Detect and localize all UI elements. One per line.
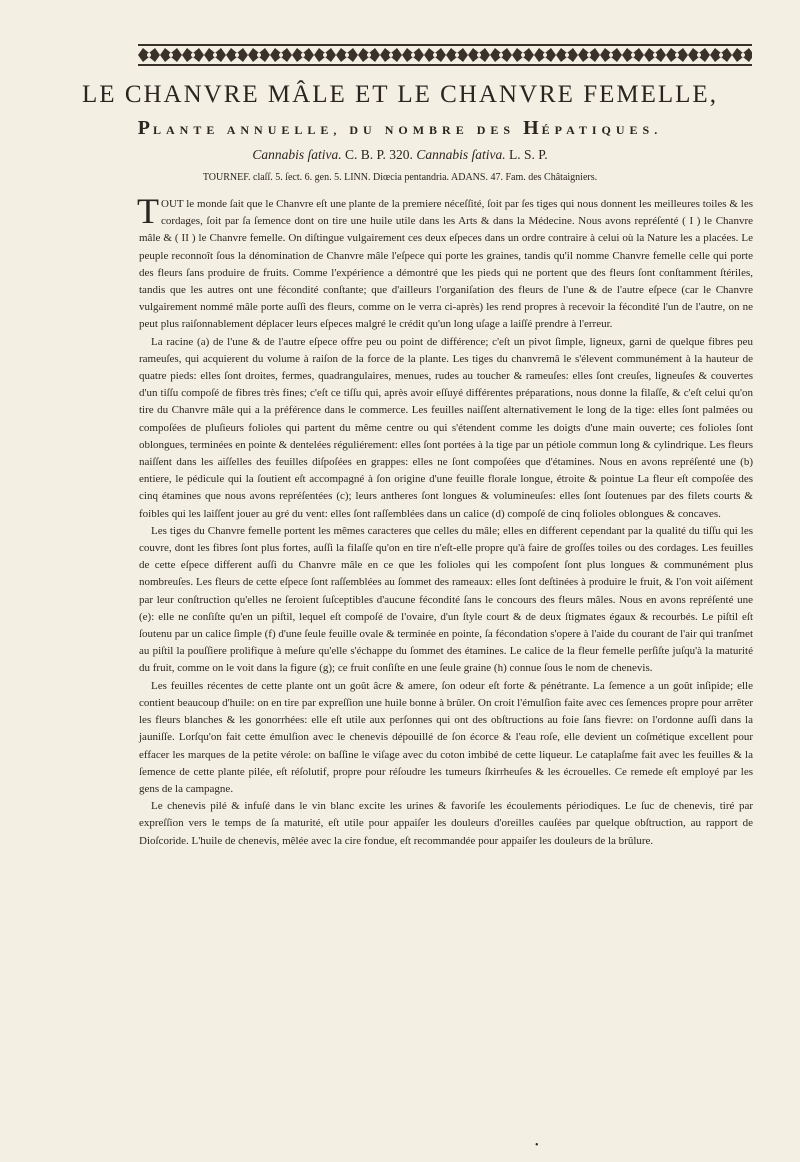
synonym-linnaeus: Cannabis ſativa.: [416, 147, 506, 162]
synonym-ref: C. B. P. 320.: [341, 147, 417, 162]
paragraph-3: Les tiges du Chanvre femelle portent les mêmes caracteres que celles du mâle; elles en different cependant par la qualité du tiſſu qui les couvre, dont les fibres ſont plus fortes, auſſi la filaſſe qu'on en tire n'eſt-elle propre qu'à faire de groſſes toiles ou des cordages. Les feuilles de cette eſpece different auſſi du Chanvre mâle en ce que les folioles qui les compoſent ſont plus longues & communément plus nombreuſes. Les fleurs de cette eſpece ſont raſſemblées au ſommet des rameaux: elles ſont deſtinées à produire le fruit, & l'on voit aiſément par leur conſtruction qu'elles ne ſeroient ſuſceptibles d'aucune fécondité ſans le concours des fleurs mâles. Nous en avons repréſenté une (e): elle ne conſiſte qu'en un piſtil, lequel eſt compoſé de l'ovaire, d'un ſtyle court & de deux ſtigmates égaux & recourbés. Le piſtil eſt ſoutenu par un calice ſimple (f) d'une ſeule feuille ovale & terminée en pointe, ſa fécondation s'opere à l'aide du courant de l'air qui tranſmet au piſtil la pouſſiere prolifique à meſure qu'elle s'échappe du ſommet des étamines. Le calice de la fleur femelle perſiſte juſqu'à la maturité du fruit, comme on le voit dans la figure (g); ce fruit conſiſte en une ſeule graine (h) connue ſous le nom de chenevis.: [139, 524, 753, 675]
paragraph-5: Le chenevis pilé & infuſé dans le vin blanc excite les urines & favoriſe les écoulements périodiques. Le ſuc de chenevis, tiré par expreſſion vers le temps de ſa maturité, eſt utile pour appaiſer les douleurs d'oreilles cauſées par quelque obſtruction, au rapport de Dioſcoride. L'huile de chenevis, mêlée avec la cire fondue, eſt recommandée pour appaiſer les douleurs de la brûlure.: [139, 800, 753, 847]
footer-mark: •: [535, 1140, 539, 1151]
decorative-border-ornament: [138, 44, 752, 66]
paragraph-1: [137, 191, 753, 334]
first-word: OUT: [161, 198, 184, 210]
subtitle: [0, 118, 800, 140]
paragraph-1-text: le monde ſait que le Chanvre eſt une plante de la premiere néceſſité, ſoit par ſes tiges qui nous donnent les meilleures toiles & les cordages, ſoit par ſa ſemence dont on tire une huile utile dans les Arts & dans la Médecine. Nous avons repréſenté ( I ) le Chanvre mâle & ( II ) le Chanvre femelle. On diſtingue vulgairement ces deux eſpeces dans un ordre contraire à celui où la Nature les a placées. Le peuple reconnoît ſous la dénomination de Chanvre mâle l'eſpece qui porte les graines, tandis qu'il nomme Chanvre femelle celle qui porte des fleurs ſans produire de fruits. Comme l'expérience a démontré que les pieds qui ne portent que des fleurs ſont conſtamment ſtériles, tandis que les autres ont une fécondité conſtante; que d'ailleurs l'organiſation des fleurs de l'une & de l'autre eſpece (car le Chanvre vulgairement nommé mâle porte auſſi des fleurs, comme on le verra ci-après) les rend propres à recevoir la fécondité l'un de l'autre, on ne peut plus raiſonnablement déplacer leurs eſpeces malgré le crédit qu'un long uſage a laiſſé prendre à l'erreur.: [139, 198, 753, 331]
body-text: [137, 191, 753, 850]
synonyms: [0, 145, 800, 165]
classification-line: TOURNEF. claſſ. 5. ſect. 6. gen. 5. LINN. Diœcia pentandria. ADANS. 47. Fam. des Châtaigniers.: [202, 172, 598, 183]
subtitle-initial-h: H: [523, 117, 542, 139]
subtitle-initial-p: P: [137, 117, 154, 139]
synonym-ref: L. S. P.: [505, 147, 548, 162]
subtitle-part: ÉPATIQUES.: [541, 123, 663, 137]
subtitle-part: LANTE ANNUELLE, DU NOMBRE DES: [153, 123, 524, 137]
paragraph-2: La racine (a) de l'une & de l'autre eſpece offre peu ou point de différence; c'eſt un pivot ſimple, ligneux, garni de quelque fibres peu rameuſes, qui acquierent du volume à raiſon de la force de la plante. Les tiges du chanvremâ le s'élevent communément à la hauteur de quatre pieds: elles ſont droites, fermes, quadrangulaires, menues, rudes au toucher & rameuſes: elles ſont creuſes, ligneuſes & couvertes d'un tiſſu compoſé de fibres très fines; c'eſt ce tiſſu qui, après avoir eſſuyé différentes préparations, nous donne la filaſſe, & c'eſt celui qu'on tire du Chanvre mâle qui a la préférence dans le commerce. Les feuilles naiſſent alternativement le long de la tige: elles ſont palmées ou compoſées de pluſieurs folioles qui partent du même centre ou qui s'étendent comme les doigts d'une main ouverte; ces folioles ſont oblongues, terminées en pointe & dentelées réguliérement: elles ſont portées à la tige par un pétiole commun long & cylindrique. Les fleurs naiſſent dans les aiſſelles des feuilles diſpoſées en grappes: elles ne ſont compoſées que d'étamines. Nous en avons repréſenté une (b) entiere, le pédicule qui la ſoutient eſt accompagné à ſon origine d'une feuille florale longue, étroite & pointue La fleur eſt compoſée des cinq étamines que nous avons repréſentées (c); leurs antheres ſont longues & volumineuſes: elles ſont ſoutenues par des filets courts & foibles qui les laiſſent jouer au gré du vent: elles ſont raſſemblées dans un calice (d) compoſé de cinq folioles oblongues & concaves.: [139, 335, 753, 520]
page-title: LE CHANVRE MÂLE ET LE CHANVRE FEMELLE,: [82, 81, 718, 108]
drop-cap: T: [137, 191, 159, 231]
synonym-bauhin: Cannabis ſativa.: [252, 147, 342, 162]
paragraph-4: Les feuilles récentes de cette plante ont un goût âcre & amere, ſon odeur eſt forte & pénétrante. La ſemence a un goût inſipide; elle contient beaucoup d'huile: on en tire par expreſſion une huile bonne à brûler. On croit l'émulſion faite avec ces ſemences propre pour arrêter les fleurs blanches & les gonorrhées: elle eſt utile aux perſonnes qui ont des obſtructions au foie ſans fievre: on l'ordonne auſſi dans la jauniſſe. Lorſqu'on fait cette émulſion avec le chenevis dépouillé de ſon écorce & l'eau roſe, elle devient un coſmétique excellent pour effacer les marques de la petite vérole: on baſſine le viſage avec du coton imbibé de cette liqueur. Le cataplaſme fait avec les feuilles & la ſemence de cette plante pilée, eſt réſolutif, propre pour réſoudre les tumeurs ſkirrheuſes & les écrouelles. Ce remede eſt employé par les gens de la campagne.: [139, 679, 753, 795]
